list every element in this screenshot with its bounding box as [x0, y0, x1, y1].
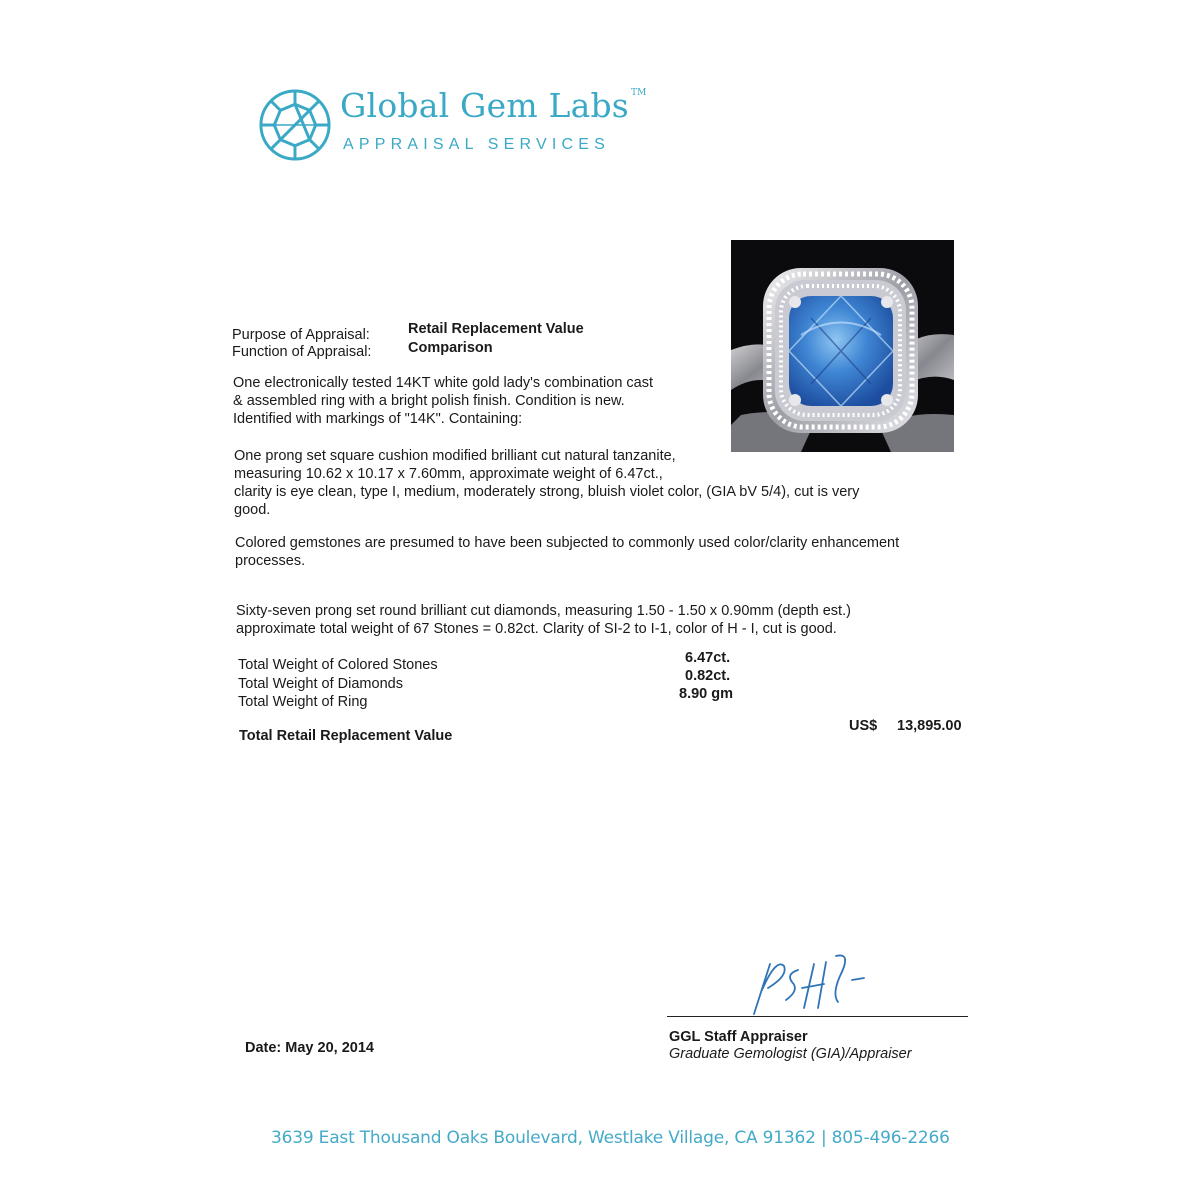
ring-photo [731, 240, 954, 452]
description-line: Identified with markings of "14K". Containing: [233, 411, 523, 427]
footer-address: 3639 East Thousand Oaks Boulevard, Westlake Village, CA 91362 | 805-496-2266 [271, 1128, 950, 1148]
center-stone-line: good. [234, 502, 271, 518]
description-line: One electronically tested 14KT white gold lady's combination cast [233, 375, 654, 391]
diamonds-line: Sixty-seven prong set round brilliant cut diamonds, measuring 1.50 - 1.50 x 0.90mm (depth est.) [236, 603, 851, 619]
appraisal-date: Date: May 20, 2014 [245, 1040, 374, 1056]
appraiser-credentials: Graduate Gemologist (GIA)/Appraiser [669, 1046, 912, 1062]
description-line: & assembled ring with a bright polish finish. Condition is new. [233, 393, 625, 409]
retail-value-amount: 13,895.00 [897, 718, 962, 734]
trademark-mark: TM [630, 88, 647, 98]
enhancement-line: processes. [235, 553, 306, 569]
center-stone-line: clarity is eye clean, type I, medium, moderately strong, bluish violet color, (GIA bV 5/4), cut is very [234, 484, 860, 500]
purpose-label: Purpose of Appraisal: [232, 327, 370, 343]
brand-subtitle: APPRAISAL SERVICES [343, 136, 611, 153]
total-ring-value: 8.90 gm [679, 686, 733, 702]
total-diamonds-value: 0.82ct. [685, 668, 731, 684]
brand-name: Global Gem Labs ™ [340, 86, 647, 125]
total-colored-label: Total Weight of Colored Stones [238, 657, 438, 673]
total-ring-label: Total Weight of Ring [238, 694, 368, 710]
enhancement-line: Colored gemstones are presumed to have been subjected to commonly used color/clarity enhancement [235, 535, 900, 551]
ring-illustration [731, 240, 954, 452]
gem-logo-icon [258, 88, 332, 162]
center-stone-line: measuring 10.62 x 10.17 x 7.60mm, approximate weight of 6.47ct., [234, 466, 663, 482]
purpose-value: Retail Replacement Value [408, 321, 584, 337]
total-colored-value: 6.47ct. [685, 650, 731, 666]
signature-mark [740, 950, 880, 1020]
diamonds-line: approximate total weight of 67 Stones = 0.82ct. Clarity of SI-2 to I-1, color of H - I, cut is good. [236, 621, 837, 637]
appraiser-title: GGL Staff Appraiser [669, 1029, 808, 1045]
signature-line [667, 1016, 968, 1017]
total-diamonds-label: Total Weight of Diamonds [238, 676, 403, 692]
retail-value-currency: US$ [849, 718, 878, 734]
center-stone-line: One prong set square cushion modified brilliant cut natural tanzanite, [234, 448, 676, 464]
function-value: Comparison [408, 340, 493, 356]
retail-value-label: Total Retail Replacement Value [239, 728, 453, 744]
function-label: Function of Appraisal: [232, 344, 372, 360]
